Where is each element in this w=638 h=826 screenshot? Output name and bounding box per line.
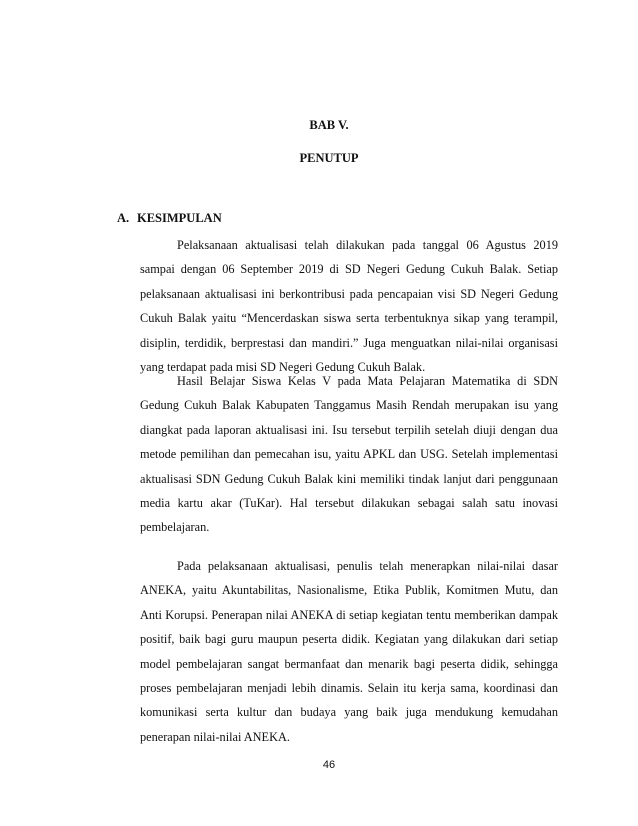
chapter-subtitle: PENUTUP	[299, 151, 359, 165]
paragraph-1: Pelaksanaan aktualisasi telah dilakukan pada tanggal 06 Agustus 2019 sampai dengan 06 September 2019 di SD Negeri Gedung Cukuh Balak. Setiap pelaksanaan aktualisasi ini berkontribusi pada pencapaian visi SD Negeri Gedung Cukuh Balak yaitu “Mencerdaskan siswa serta terbentuknya sikap yang terampil, disiplin, terdidik, berprestasi dan mandiri.” Juga menguatkan nilai-nilai organisasi yang terdapat pada misi SD Negeri Gedung Cukuh Balak.	[140, 238, 558, 375]
chapter-title: BAB V.	[309, 118, 349, 132]
paragraph-3: Pada pelaksanaan aktualisasi, penulis telah menerapkan nilai-nilai dasar ANEKA, yaitu Akuntabilitas, Nasionalisme, Etika Publik, Komitmen Mutu, dan Anti Korupsi. Penerapan nilai ANEKA di setiap kegiatan tentu memberikan dampak positif, baik bagi guru maupun peserta didik. Kegiatan yang dilakukan dari setiap model pembelajaran sangat bermanfaat dan menarik bagi peserta didik, sehingga proses pembelajaran menjadi lebih dinamis. Selain itu kerja sama, koordinasi dan komunikasi serta kultur dan budaya yang baik juga mendukung kemudahan penerapan nilai-nilai ANEKA.	[140, 559, 558, 744]
paragraph-2: Hasil Belajar Siswa Kelas V pada Mata Pelajaran Matematika di SDN Gedung Cukuh Balak Kabupaten Tanggamus Masih Rendah merupakan isu yang diangkat pada laporan aktualisasi ini. Isu tersebut terpilih setelah diuji dengan dua metode pemilihan dan pemecahan isu, yaitu APKL dan USG. Setelah implementasi aktualisasi SDN Gedung Cukuh Balak kini memiliki tindak lanjut dari penggunaan media kartu akar (TuKar). Hal tersebut dilakukan sebagai salah satu inovasi pembelajaran.	[140, 374, 558, 535]
section-title: KESIMPULAN	[137, 211, 222, 225]
page-number: 46	[322, 759, 336, 771]
section-number: A.	[117, 211, 130, 225]
section-heading	[117, 211, 222, 226]
